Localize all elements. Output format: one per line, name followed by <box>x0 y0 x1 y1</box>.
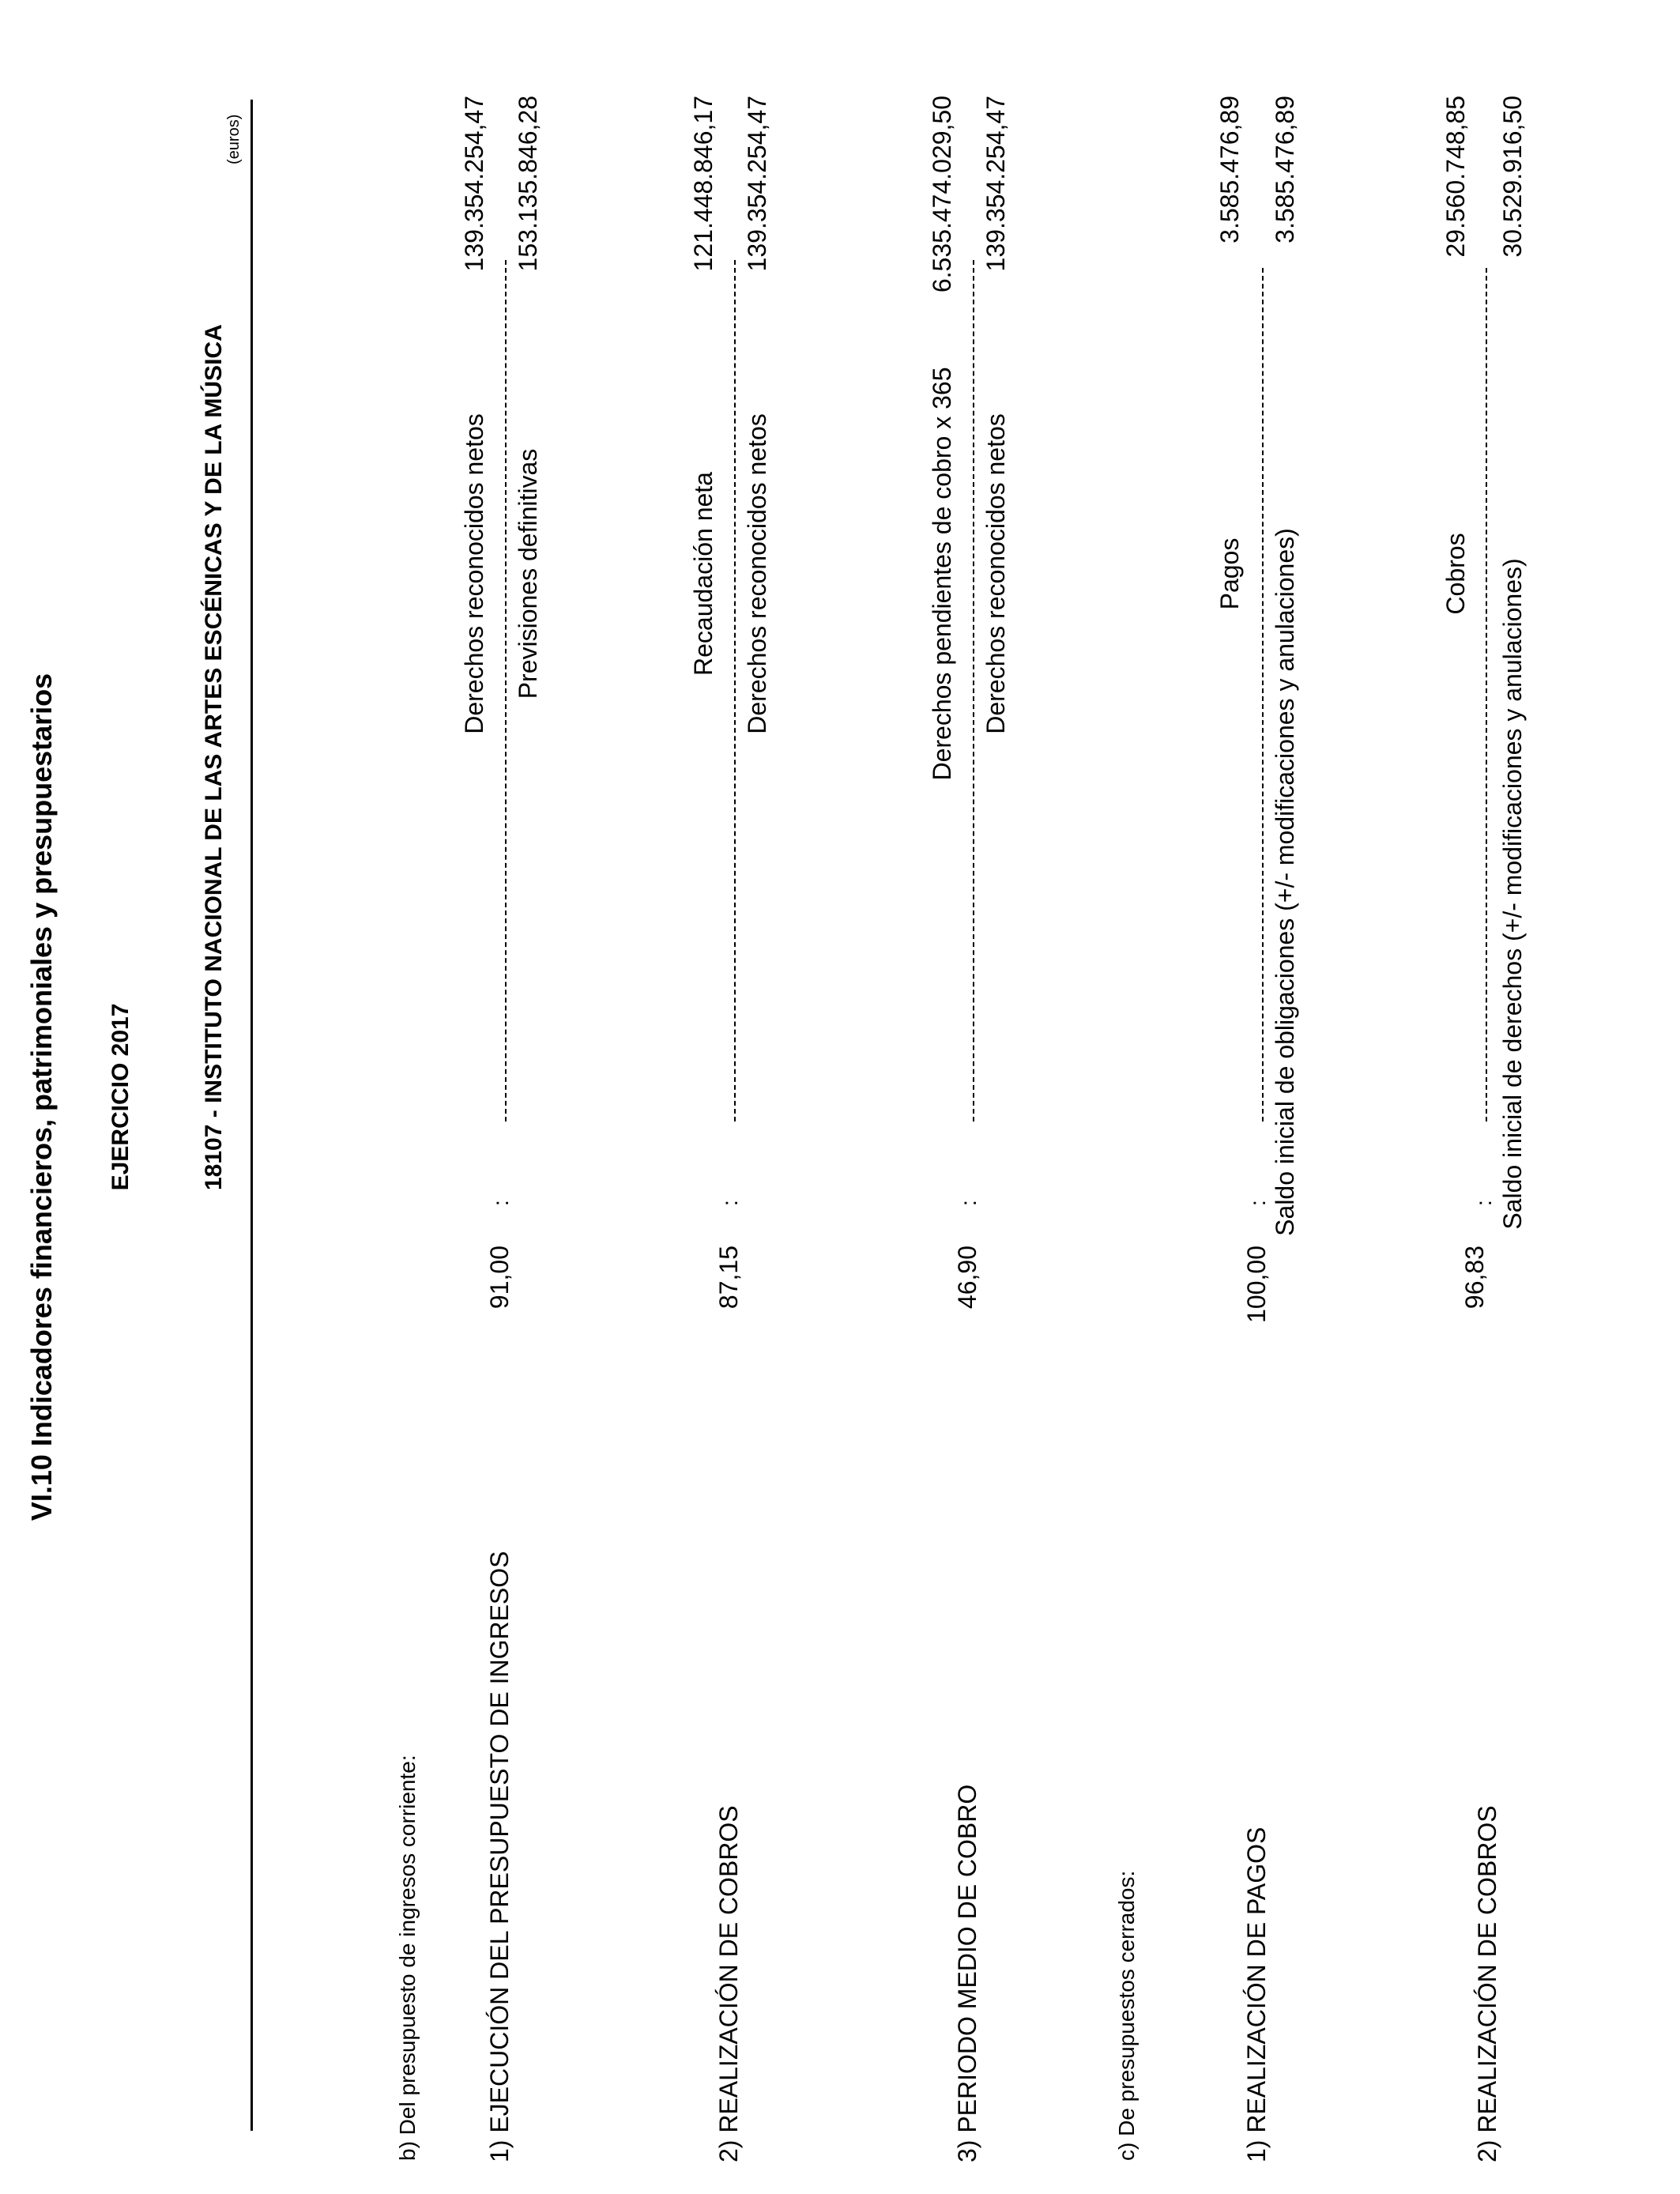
indicator-label: 2) REALIZACIÓN DE COBROS <box>714 1805 743 2162</box>
indicator-value: 96,83 <box>1460 1246 1489 1310</box>
indicator-label: 2) REALIZACIÓN DE COBROS <box>1473 1805 1501 2162</box>
indicator-value: 100,00 <box>1242 1246 1271 1323</box>
indicator-denominator: Derechos reconocidos netos <box>981 413 1010 734</box>
denominator-amount: 139.354.254,47 <box>743 96 771 272</box>
indicator-numerator: Derechos pendientes de cobro x 365 <box>928 367 956 781</box>
numerator-amount: 121.448.846,17 <box>689 96 718 272</box>
fiscal-year-heading: EJERCICIO 2017 <box>107 1003 134 1191</box>
indicator-colon: : <box>1471 1200 1496 1206</box>
unit-label: (euros) <box>225 114 243 164</box>
indicator-colon: : <box>956 1200 981 1206</box>
entity-name: 18107 - INSTITUTO NACIONAL DE LAS ARTES ESCÉNICAS Y DE LA MÚSICA <box>201 324 227 1190</box>
header-divider <box>250 100 253 2131</box>
indicator-denominator: Previsiones definitivas <box>514 448 542 699</box>
indicator-colon: : <box>1245 1200 1270 1206</box>
indicator-label: 1) REALIZACIÓN DE PAGOS <box>1242 1826 1271 2162</box>
indicator-label: 1) EJECUCIÓN DEL PRESUPUESTO DE INGRESOS <box>485 1551 514 2162</box>
numerator-amount: 6.535.474.029,50 <box>928 96 956 293</box>
section-b-heading: b) Del presupuesto de ingresos corriente: <box>395 1755 420 2161</box>
indicator-value: 87,15 <box>714 1246 743 1310</box>
indicator-denominator: Derechos reconocidos netos <box>743 413 771 734</box>
indicator-denominator: Saldo inicial de obligaciones (+/- modificaciones y anulaciones) <box>1271 528 1299 1236</box>
fraction-line <box>1486 268 1487 1122</box>
numerator-amount: 29.560.748,85 <box>1441 96 1470 258</box>
fraction-line <box>973 260 974 1122</box>
denominator-amount: 3.585.476,89 <box>1271 96 1299 243</box>
fraction-line <box>734 260 736 1122</box>
indicator-numerator: Cobros <box>1441 533 1470 615</box>
indicator-value: 91,00 <box>485 1246 514 1310</box>
indicator-denominator: Saldo inicial de derechos (+/- modificaciones y anulaciones) <box>1498 558 1527 1230</box>
indicator-numerator: Recaudación neta <box>689 472 718 676</box>
numerator-amount: 139.354.254,47 <box>460 96 488 272</box>
fraction-line <box>505 260 507 1122</box>
indicator-numerator: Pagos <box>1215 537 1244 610</box>
denominator-amount: 153.135.846,28 <box>514 96 542 272</box>
indicator-label: 3) PERIODO MEDIO DE COBRO <box>953 1784 981 2162</box>
section-c-heading: c) De presupuestos cerrados: <box>1114 1870 1139 2161</box>
report-title: VI.10 Indicadores financieros, patrimoniales y presupuestarios <box>25 673 58 1521</box>
indicator-value: 46,90 <box>953 1246 981 1310</box>
indicator-numerator: Derechos reconocidos netos <box>460 413 488 734</box>
fraction-line <box>1262 268 1264 1122</box>
indicator-colon: : <box>488 1200 513 1206</box>
denominator-amount: 30.529.916,50 <box>1498 96 1527 258</box>
numerator-amount: 3.585.476,89 <box>1215 96 1244 243</box>
denominator-amount: 139.354.254,47 <box>981 96 1010 272</box>
indicator-colon: : <box>718 1200 742 1206</box>
